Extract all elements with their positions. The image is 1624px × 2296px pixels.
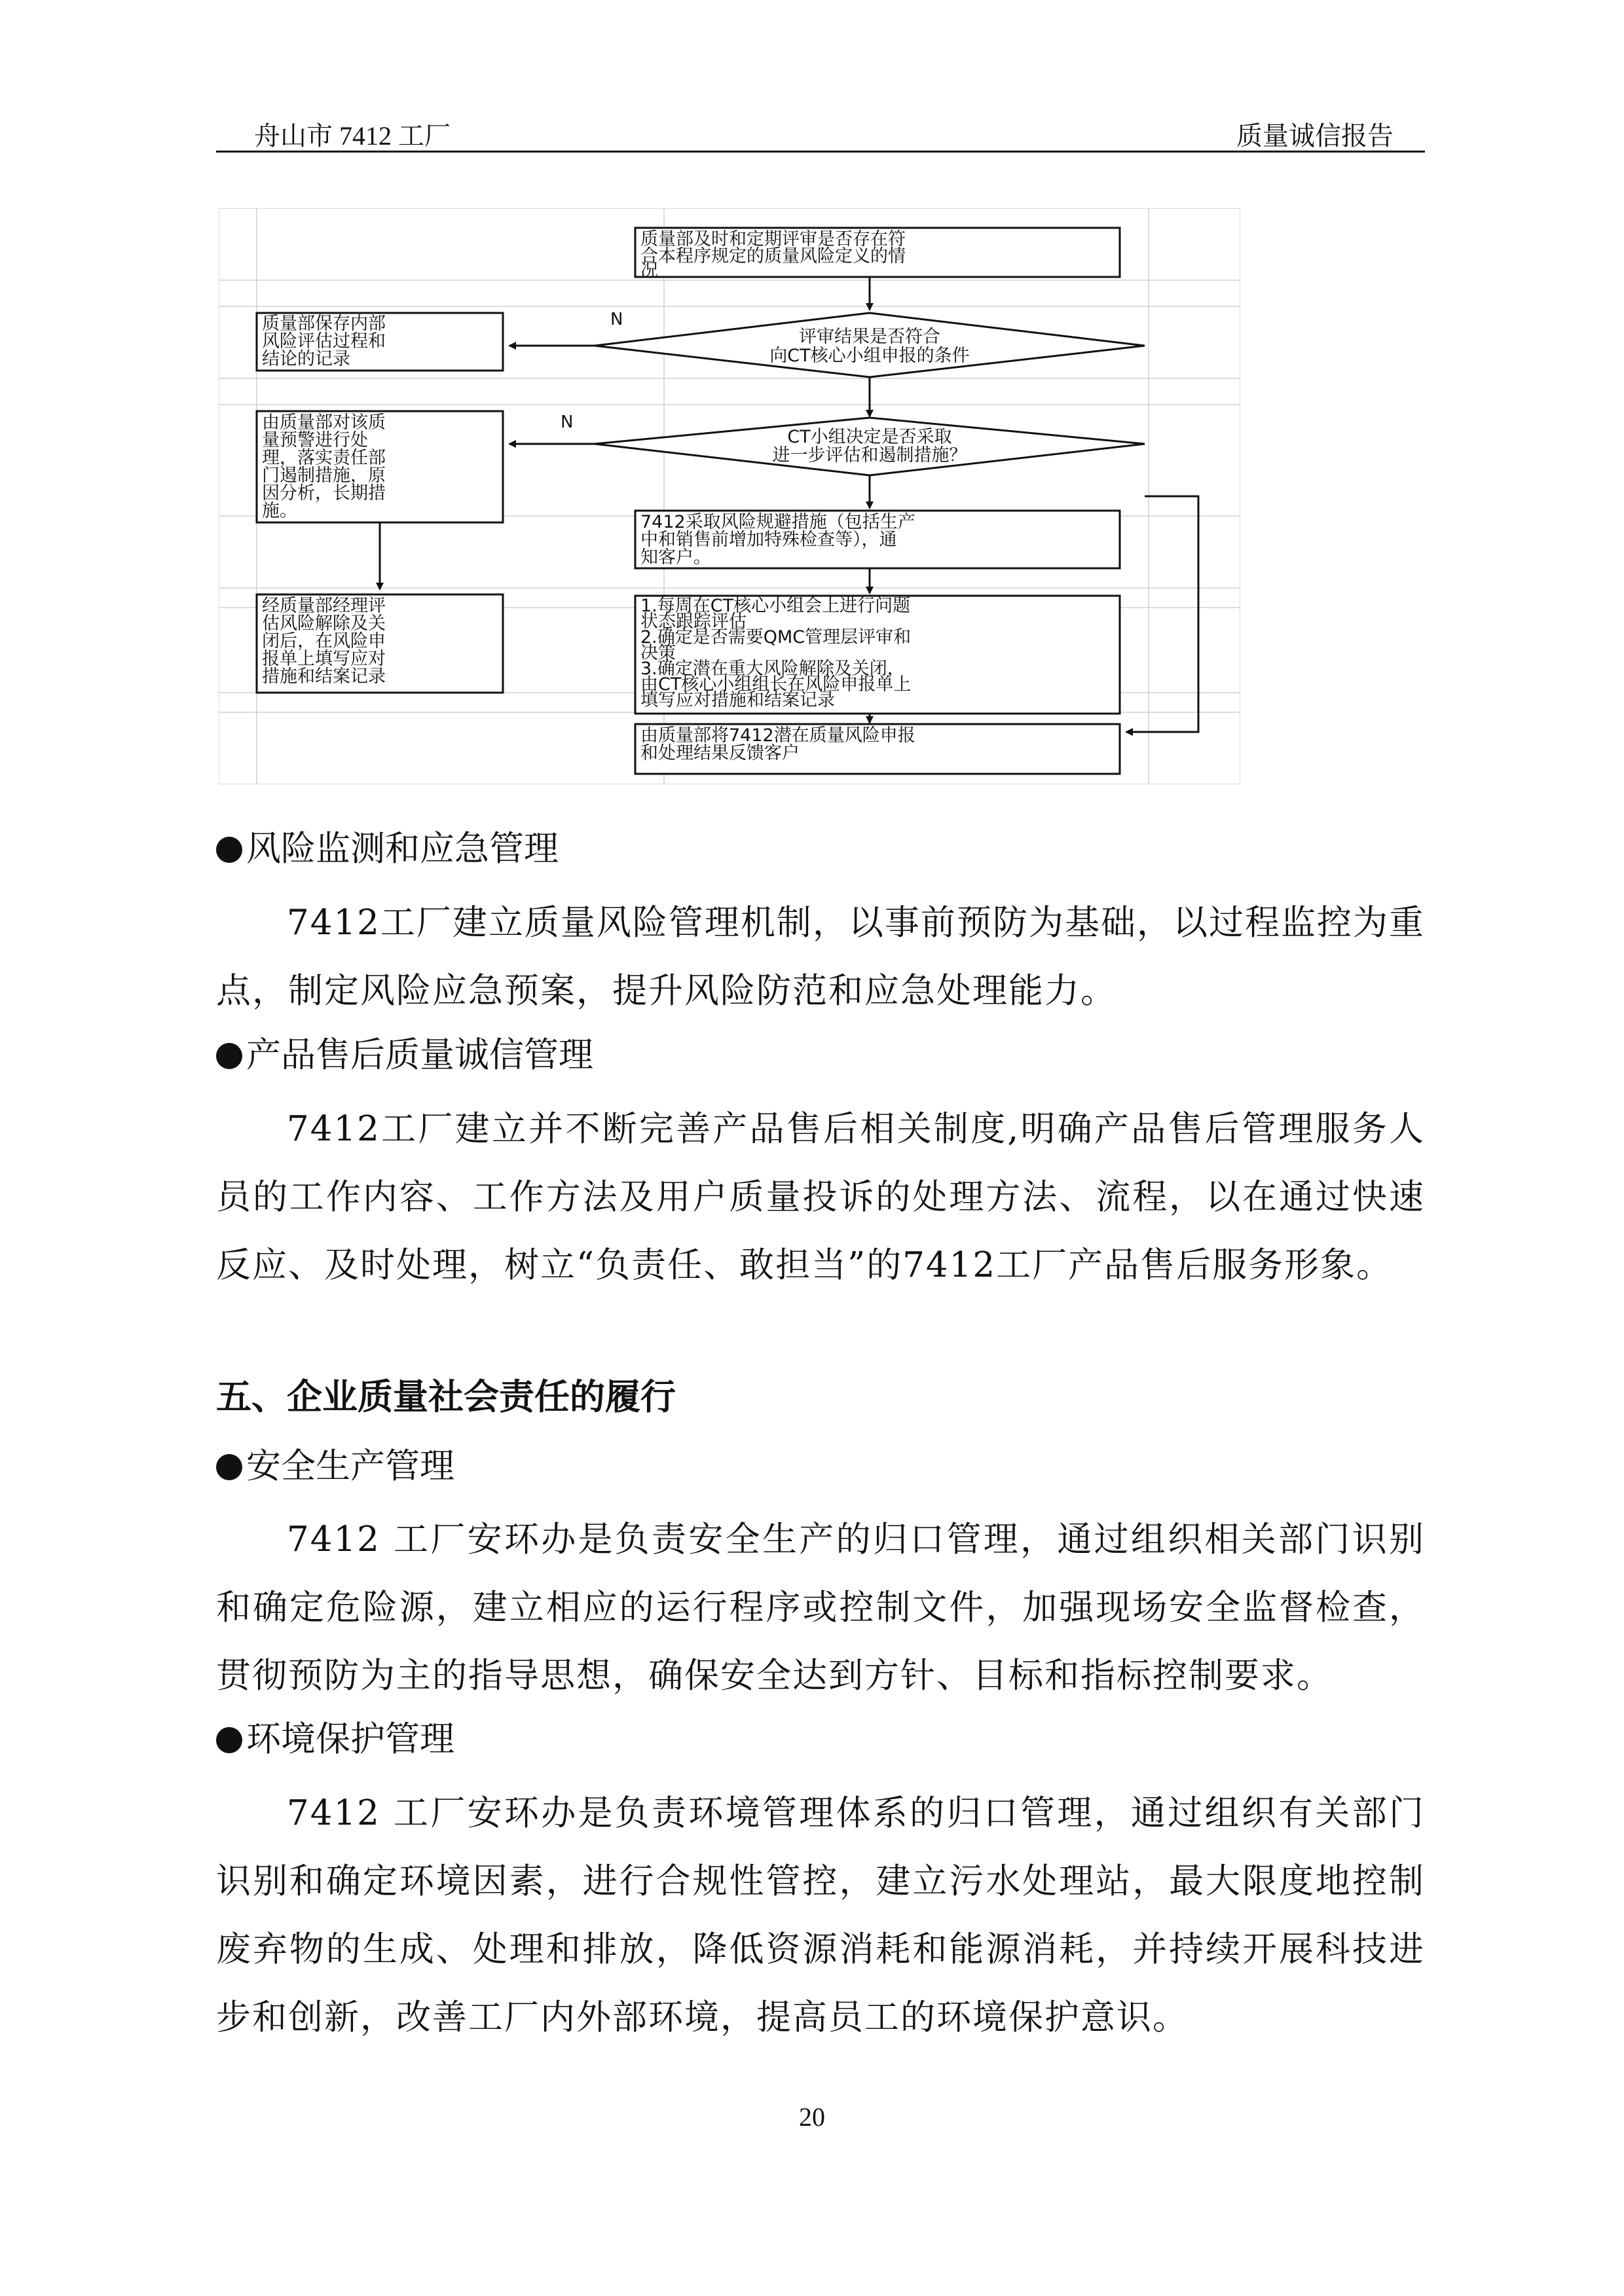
box-steps-line: 由CT核心小组组长在风险申报单上	[640, 674, 912, 695]
box-avoidance-line: 知客户。	[640, 547, 711, 568]
heading-after-sales	[216, 1032, 593, 1078]
box-manager-line: 闭后，在风险申	[262, 631, 386, 651]
box-steps-line: 决策	[640, 643, 676, 663]
box-manager-line: 措施和结案记录	[262, 666, 386, 687]
box-warning-line: 因分析，长期措	[262, 483, 386, 503]
paragraph-risk-monitoring: 7412工厂建立质量风险管理机制，以事前预防为基础，以过程监控为重点，制定风险应急预案，提升风险防范和应急处理能力。	[216, 903, 1425, 1011]
box-keep-record-line: 风险评估过程和	[262, 331, 386, 352]
box-feedback	[635, 724, 1120, 774]
box-review-line: 质量部及时和定期评审是否存在符	[640, 229, 906, 249]
paragraph-environment: 7412 工厂安环办是负责环境管理体系的归口管理，通过组织有关部门识别和确定环境因素，进行合规性管控，建立污水处理站，最大限度地控制废弃物的生成、处理和排放，降低资源消耗和能源消耗，并持续开展科技进步和创新，改善工厂内外部环境，提高员工的环境保护意识。	[216, 1793, 1425, 2037]
diamond-criteria-line: 评审结果是否符合	[799, 327, 940, 347]
box-review-line: 合本程序规定的质量风险定义的情	[640, 246, 906, 266]
box-review	[635, 228, 1120, 281]
heading-text: 产品售后质量诚信管理	[246, 1035, 593, 1075]
box-avoidance-line: 7412采取风险规避措施（包括生产	[640, 512, 915, 532]
box-steps-line: 1.每周在CT核心小组会上进行问题	[640, 596, 911, 616]
box-steps-line: 2.确定是否需要QMC管理层评审和	[640, 627, 912, 647]
header-left-text: 舟山市 7412 工厂	[254, 121, 451, 151]
box-steps-line: 填写应对措施和结案记录	[640, 690, 835, 710]
box-keep-record	[257, 313, 503, 371]
paragraph-safety: 7412 工厂安环办是负责安全生产的归口管理，通过组织相关部门识别和确定危险源，建立相应的运行程序或控制文件，加强现场安全监督检查，贯彻预防为主的指导思想，确保安全达到方针、目标和指标控制要求。	[216, 1520, 1425, 1696]
bullet-dot-icon	[216, 1727, 242, 1753]
section-heading-5: 五、企业质量社会责任的履行	[216, 1376, 676, 1417]
label-no-2: N	[561, 412, 574, 432]
box-warning-line: 由质量部对该质	[262, 412, 386, 433]
label-no-1: N	[610, 310, 623, 329]
box-keep-record-line: 质量部保存内部	[262, 314, 386, 334]
box-avoidance	[635, 511, 1120, 568]
heading-risk-monitoring	[216, 826, 559, 872]
box-warning-line: 施。	[262, 501, 297, 521]
bullet-dot-icon	[216, 837, 242, 863]
box-warning-line: 量预警进行处	[262, 430, 368, 450]
box-warning-line: 理，落实责任部	[262, 448, 386, 468]
box-manager-line: 报单上填写应对	[262, 649, 386, 669]
box-manager-line: 经质量部经理评	[262, 596, 386, 616]
heading-text: 风险监测和应急管理	[246, 829, 559, 869]
box-avoidance-line: 中和销售前增加特殊检查等），通	[640, 530, 897, 550]
page-number: 20	[799, 2102, 825, 2132]
header-rule	[216, 151, 1425, 153]
box-keep-record-line: 结论的记录	[262, 349, 350, 369]
box-warning-handling	[257, 411, 503, 522]
heading-environment	[216, 1717, 454, 1762]
box-ct-steps	[635, 596, 1120, 714]
box-feedback-line: 由质量部将7412潜在质量风险申报	[640, 725, 915, 746]
box-manager-evaluation	[257, 594, 503, 693]
paragraph-after-sales: 7412工厂建立并不断完善产品售后相关制度,明确产品售后管理服务人员的工作内容、工作方法及用户质量投诉的处理方法、流程，以在通过快速反应、及时处理，树立“负责任、敢担当”的7412工厂产品售后服务形象。	[216, 1109, 1425, 1285]
diamond-criteria-line: 向CT核心小组申报的条件	[769, 346, 970, 366]
risk-flowchart	[219, 208, 1240, 784]
heading-text: 环境保护管理	[246, 1719, 454, 1759]
diamond-ct-line: CT小组决定是否采取	[787, 427, 952, 447]
bullet-dot-icon	[216, 1454, 242, 1480]
box-steps-line: 状态跟踪评估	[640, 611, 747, 632]
heading-text: 安全生产管理	[246, 1446, 454, 1486]
diamond-criteria	[595, 313, 1145, 377]
box-feedback-line: 和处理结果反馈客户	[640, 743, 800, 763]
box-manager-line: 估风险解除及关	[262, 613, 386, 634]
box-warning-line: 门遏制措施，原	[262, 465, 386, 486]
diamond-ct-decision	[595, 418, 1145, 475]
diamond-ct-line: 进一步评估和遏制措施？	[772, 445, 967, 465]
box-review-line: 况	[640, 261, 658, 281]
box-steps-line: 3.确定潜在重大风险解除及关闭，	[640, 659, 905, 679]
header-right-text: 质量诚信报告	[1236, 121, 1393, 151]
bullet-dot-icon	[216, 1043, 242, 1069]
heading-safety	[216, 1444, 454, 1489]
